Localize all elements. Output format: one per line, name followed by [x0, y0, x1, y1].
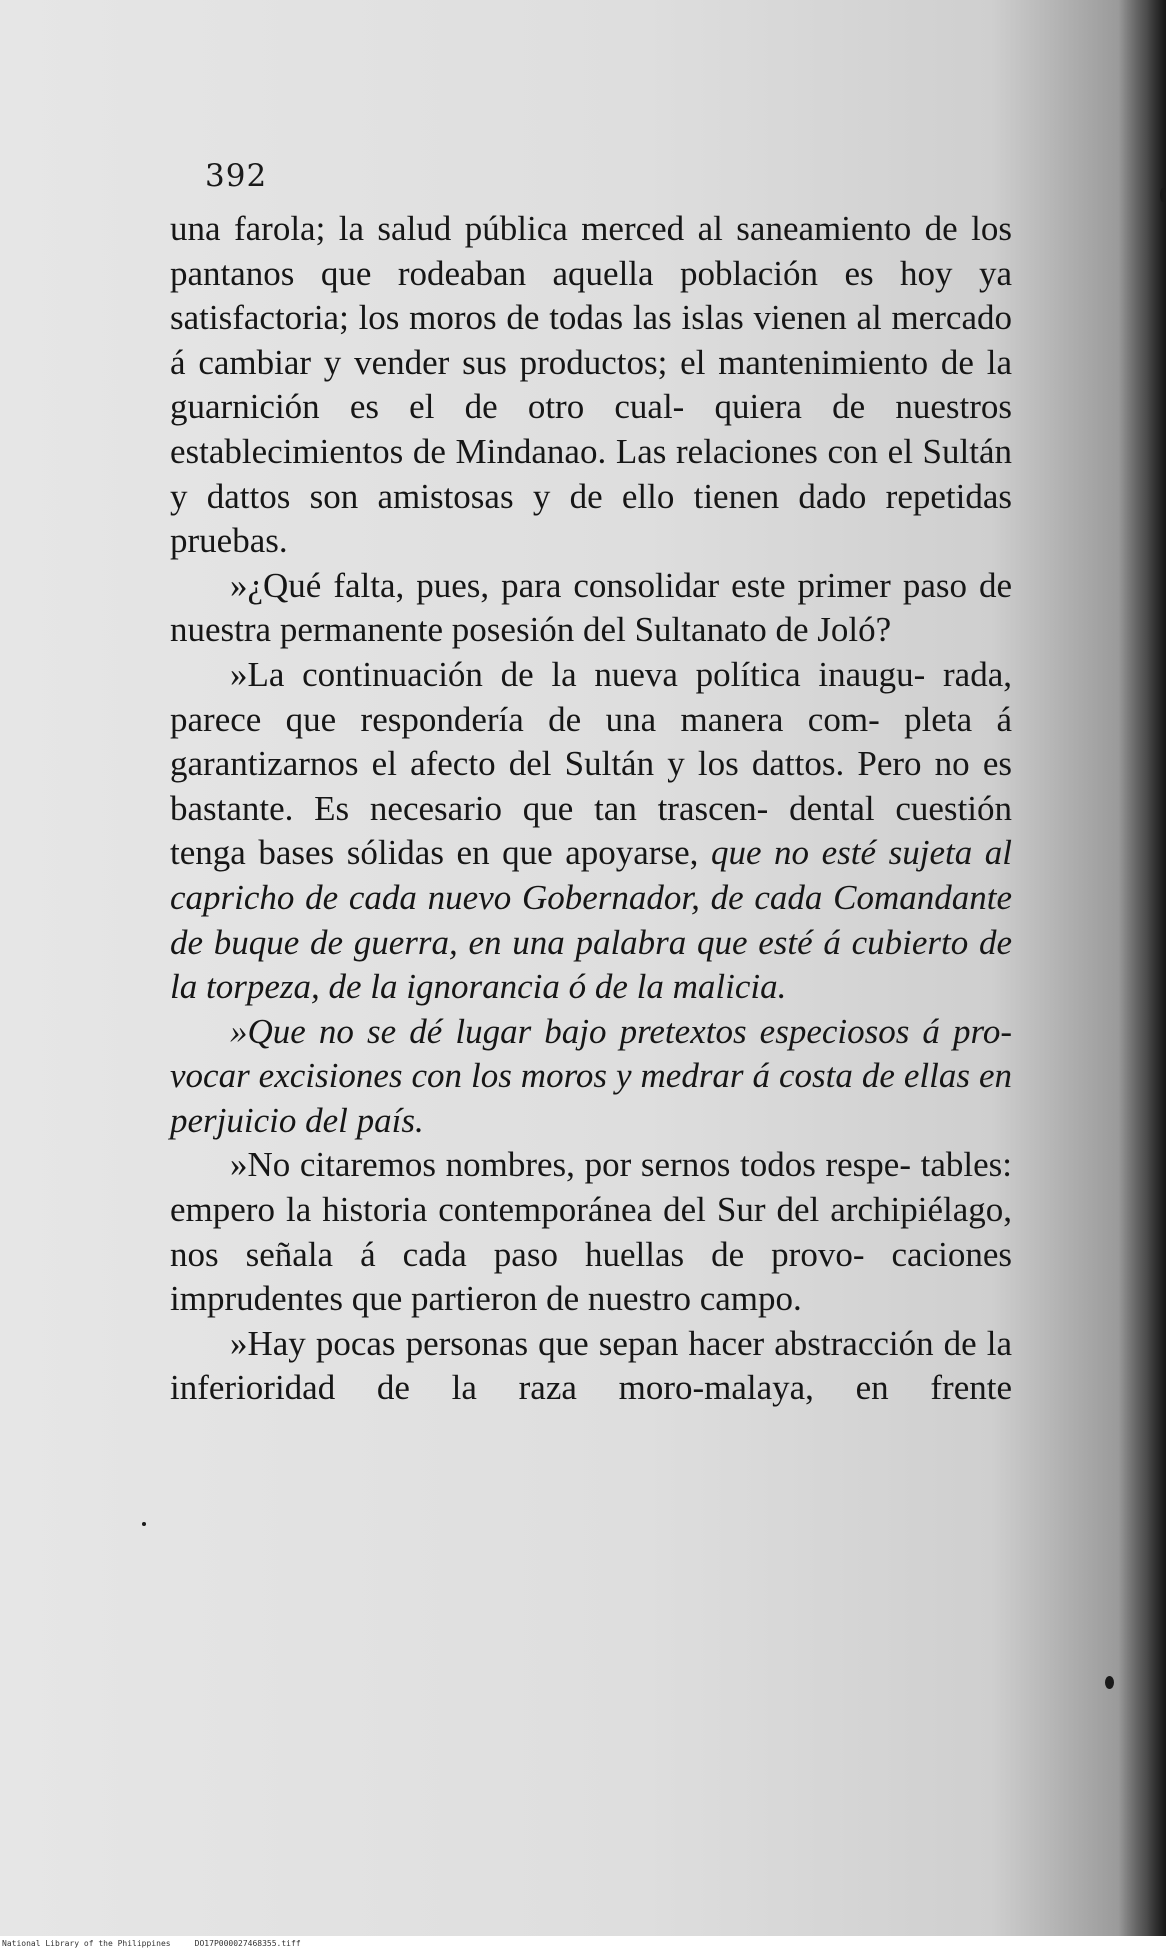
ink-speck	[142, 1522, 146, 1526]
scan-footer	[2, 1939, 301, 1948]
paragraph-3-italic: que no esté sujeta al capricho de cada nuevo Gobernador, de cada Comandante de buque de guerra, en una palabra que esté á cubierto de la torpeza, de la ignorancia ó de la malicia.	[170, 833, 1013, 1007]
paragraph-6: »Hay pocas personas que sepan hacer abstracción de la inferioridad de la raza moro-malaya, en frente	[170, 1323, 1012, 1408]
body-text	[170, 207, 1012, 1411]
page-number: 392	[205, 158, 268, 194]
ink-speck	[1105, 1676, 1114, 1689]
paragraph-2: »¿Qué falta, pues, para consolidar este primer paso de nuestra permanente posesión del Sultanato de Joló?	[170, 565, 1012, 650]
paragraph-1: una farola; la salud pública merced al saneamiento de los pantanos que rodeaban aquella población es hoy ya satisfactoria; los moros de todas las islas vienen al mercado á cambiar y vender sus productos; el mantenimiento de la guarnición es el de otro cual- quiera de nuestros establecimientos de Mindanao. Las relaciones con el Sultán y dattos son amistosas y de ello tienen dado repetidas pruebas.	[170, 209, 1012, 561]
paragraph-3	[170, 653, 1012, 1010]
book-gutter-shadow	[1118, 0, 1166, 1950]
paragraph-4: »Que no se dé lugar bajo pretextos especiosos á pro- vocar excisiones con los moros y medrar á costa de ellas en perjuicio del país.	[170, 1011, 1012, 1140]
footer-file-id: DO17P000027468355.tiff	[194, 1939, 301, 1948]
paragraph-3-roman: »La continuación de la nueva política inaugu- rada, parece que respondería de una manera com- pleta á garantizarnos el afecto del Sultán y los dattos. Pero no es bastante. Es necesario que tan trascen- dental cuestión tenga bases sólidas en que apoyarse,	[170, 654, 1012, 873]
footer-library: National Library of the Philippines	[2, 1939, 171, 1948]
paragraph-5: »No citaremos nombres, por sernos todos respe- tables: empero la historia contemporánea del Sur del archipiélago, nos señala á cada paso huellas de provo- caciones imprudentes que partieron de nuestro campo.	[170, 1145, 1012, 1319]
ink-speck	[1160, 188, 1166, 202]
